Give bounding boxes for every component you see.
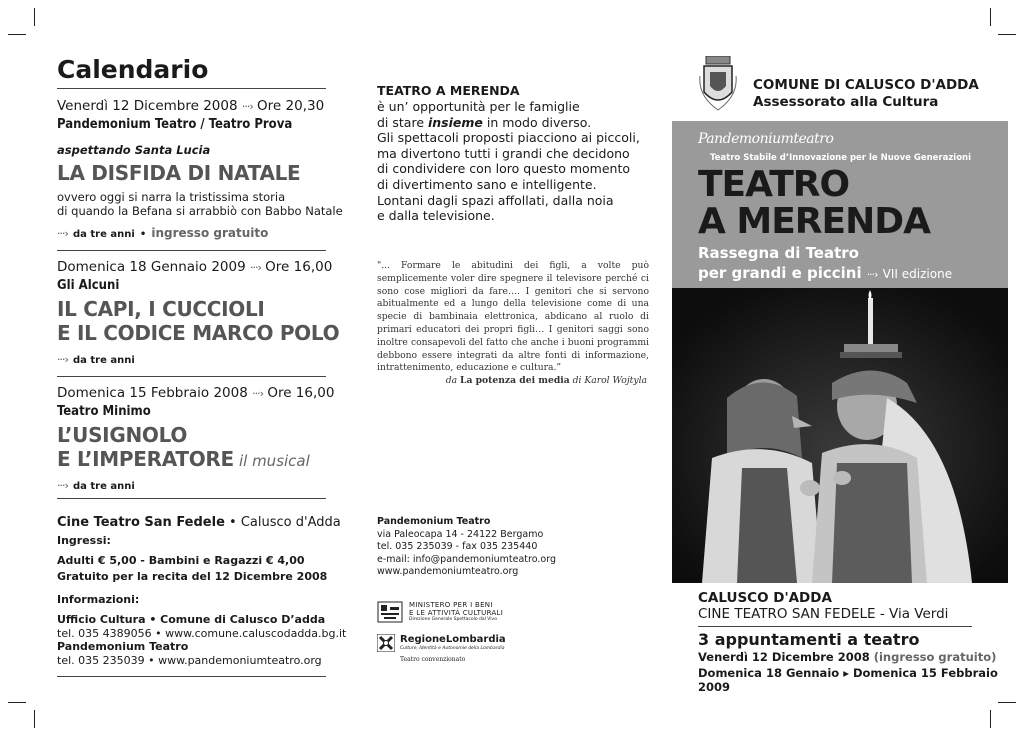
event2-date: Domenica 18 Gennaio 2009 <box>57 259 246 275</box>
quote-attribution <box>377 375 649 388</box>
quote-text: "... Formare le abitudini dei figli, a volte può semplicemente voler dire spegnere il televisore perché ci sono cose migliori da fare…. I genitori che si servono abitualmente ed a lungo della televisione come di una specie di bambinaia elettronica, abdicano al ruolo di primari educatori dei propri figli… I genitori saggi sono inoltre consapevoli del fatto che anche i buoni programmi debbono essere integrati da altre fonti di informazione, intrattenimento, educazione e cultura.” <box>377 260 649 374</box>
event2-show-line2: E IL CODICE MARCO POLO <box>57 321 340 345</box>
intro-line: ma divertono tutti i grandi che decidono <box>377 145 630 161</box>
comune-name: COMUNE DI CALUSCO D'ADDA <box>753 77 979 93</box>
pandemonium-logo: Pandemoniumteatro <box>698 131 834 147</box>
stage-photo <box>672 288 1008 583</box>
free-note: Gratuito per la recita del 12 Dicembre 2008 <box>57 570 328 583</box>
intro-line: Gli spettacoli proposti piacciono ai piccoli, <box>377 130 640 146</box>
arrow-right-icon: ▸ <box>843 666 849 680</box>
edition: VII edizione <box>882 267 953 281</box>
intro-line: Lontani dagli spazi affollati, dalla noia <box>377 192 614 208</box>
date-line1 <box>698 650 996 664</box>
bullet-separator: • <box>229 515 237 530</box>
calendar-title: Calendario <box>57 55 209 84</box>
pand-tel: tel. 035 235039 • www.pandemoniumteatro.org <box>57 654 322 667</box>
venue-town: Calusco d'Adda <box>240 515 341 530</box>
divider <box>57 376 326 377</box>
crop-mark <box>990 710 991 728</box>
event3-date: Domenica 15 Febbraio 2008 <box>57 385 248 401</box>
regione-name: RegioneLombardia <box>400 634 506 645</box>
intro-line: e dalla televisione. <box>377 208 495 224</box>
date3: Domenica 15 Febbraio 2009 <box>698 666 998 694</box>
venue-name-right: CINE TEATRO SAN FEDELE <box>698 606 876 622</box>
regione-sub: Culture, Identità e Autonomie della Lombardia <box>400 646 505 651</box>
regione-rose-icon <box>377 634 395 652</box>
event2-company: Gli Alcuni <box>57 278 120 293</box>
event1-company: Pandemonium Teatro / Teatro Prova <box>57 117 293 132</box>
crop-mark <box>8 702 26 703</box>
pand-name: Pandemonium Teatro <box>57 640 189 653</box>
venue-line <box>57 515 341 530</box>
photo-illustration <box>672 288 1008 583</box>
arrow-icon: ···› <box>57 479 68 492</box>
ministero-emblem-icon <box>377 601 403 623</box>
town: CALUSCO D'ADDA <box>698 590 832 606</box>
rassegna-line2 <box>698 263 952 282</box>
pandemonium-contact <box>377 516 556 579</box>
crop-mark <box>34 8 35 26</box>
event3-tags <box>57 474 135 493</box>
intro-line: di condividere con loro questo momento <box>377 161 631 177</box>
divider <box>57 88 326 89</box>
event3-show-line2: E L’IMPERATORE <box>57 447 234 471</box>
regione-note: Teatro convenzionato <box>400 656 466 663</box>
arrow-icon: ···› <box>252 387 264 400</box>
event2-age: da tre anni <box>72 355 135 366</box>
divider <box>57 250 326 251</box>
assessorato: Assessorato alla Cultura <box>753 94 939 110</box>
venue-name: Cine Teatro San Fedele <box>57 515 225 530</box>
quote-title: La potenza dei media <box>460 375 570 387</box>
intro-line: è un’ opportunità per le famiglie <box>377 99 580 114</box>
event1-pre: aspettando Santa Lucia <box>57 143 211 157</box>
crop-mark <box>8 34 26 35</box>
venue-street: - Via Verdi <box>875 606 949 622</box>
rassegna-text: per grandi e piccini <box>698 264 862 282</box>
event2-time: Ore 16,00 <box>265 259 333 275</box>
ministero-line1: MINISTERO PER I BENI <box>409 601 493 609</box>
arrow-icon: ···› <box>241 100 253 113</box>
event1-show: LA DISFIDA DI NATALE <box>57 161 301 185</box>
date2: Domenica 18 Gennaio <box>698 666 840 680</box>
divider <box>698 626 972 627</box>
ministero-line3: Direzione Generale Spettacolo dal Vivo <box>409 617 497 622</box>
event2-tags <box>57 348 135 367</box>
prices: Adulti € 5,00 - Bambini e Ragazzi € 4,00 <box>57 554 305 567</box>
contact-address: via Paleocapa 14 - 24122 Bergamo <box>377 528 544 540</box>
quote-author: di Karol Wojtyla <box>572 375 647 387</box>
event3-show-line2-wrap <box>57 448 310 471</box>
regione-logo <box>377 632 517 666</box>
intro-fragment: in modo diverso. <box>482 114 592 130</box>
intro-fragment: di stare <box>377 114 428 130</box>
event1-date: Venerdì 12 Dicembre 2008 <box>57 98 238 114</box>
stabile-tagline: Teatro Stabile d’Innovazione per le Nuove Generazioni <box>710 153 972 163</box>
office: Ufficio Cultura • Comune di Calusco D’adda <box>57 613 326 626</box>
event1-sub2: di quando la Befana si arrabbiò con Babbo Natale <box>57 204 343 218</box>
intro-line <box>377 115 647 131</box>
intro-emphasis: insieme <box>427 114 483 130</box>
office-tel: tel. 035 4389056 • www.comune.caluscodadda.bg.it <box>57 627 347 640</box>
ministero-logo <box>377 601 507 625</box>
intro-line: di divertimento sano e intelligente. <box>377 176 597 192</box>
event3-age: da tre anni <box>72 481 135 492</box>
main-title-line1: TEATRO <box>698 164 850 205</box>
event3-datetime <box>57 385 334 401</box>
comune-crest-icon <box>698 56 738 112</box>
event2-show-line1: IL CAPI, I CUCCIOLI <box>57 297 265 321</box>
event1-tags <box>57 222 268 241</box>
contact-email: e-mail: info@pandemoniumteatro.org <box>377 553 556 565</box>
arrow-icon: ···› <box>866 268 878 281</box>
divider <box>57 498 326 499</box>
ministero-line2: E LE ATTIVITÀ CULTURALI <box>409 609 504 617</box>
event3-show-line1: L’USIGNOLO <box>57 423 188 447</box>
main-title-line2: A MERENDA <box>698 201 930 242</box>
contact-tel: tel. 035 235039 - fax 035 235440 <box>377 541 538 552</box>
event1-free: ingresso gratuito <box>151 226 269 240</box>
date1-note: (ingresso gratuito) <box>873 650 997 664</box>
quote-block <box>377 260 649 388</box>
info-label: Informazioni: <box>57 593 140 606</box>
divider <box>57 676 326 677</box>
appointments-title: 3 appuntamenti a teatro <box>698 630 920 649</box>
event3-time: Ore 16,00 <box>267 385 335 401</box>
event3-company: Teatro Minimo <box>57 404 151 419</box>
ingressi-label: Ingressi: <box>57 534 111 547</box>
event2-datetime <box>57 259 332 275</box>
intro-text <box>377 99 647 224</box>
contact-web: www.pandemoniumteatro.org <box>377 566 519 577</box>
crop-mark <box>990 8 991 26</box>
event3-show-suffix: il musical <box>238 452 310 470</box>
event1-sub1: ovvero oggi si narra la tristissima storia <box>57 190 286 204</box>
venue-line-right <box>698 606 948 622</box>
rassegna-line1: Rassegna di Teatro <box>698 244 859 262</box>
event1-datetime <box>57 98 324 114</box>
crop-mark <box>998 702 1016 703</box>
event1-age: da tre anni <box>72 229 135 240</box>
crop-mark <box>998 34 1016 35</box>
arrow-icon: ···› <box>57 353 68 366</box>
date1: Venerdì 12 Dicembre 2008 <box>698 650 870 664</box>
arrow-icon: ···› <box>57 227 68 240</box>
quote-da: da <box>445 375 458 387</box>
date-line2 <box>698 666 1024 694</box>
bullet-separator: • <box>139 229 147 240</box>
intro-heading: TEATRO A MERENDA <box>377 83 520 98</box>
crop-mark <box>34 710 35 728</box>
arrow-icon: ···› <box>249 261 261 274</box>
event1-time: Ore 20,30 <box>257 98 325 114</box>
contact-name: Pandemonium Teatro <box>377 516 491 527</box>
